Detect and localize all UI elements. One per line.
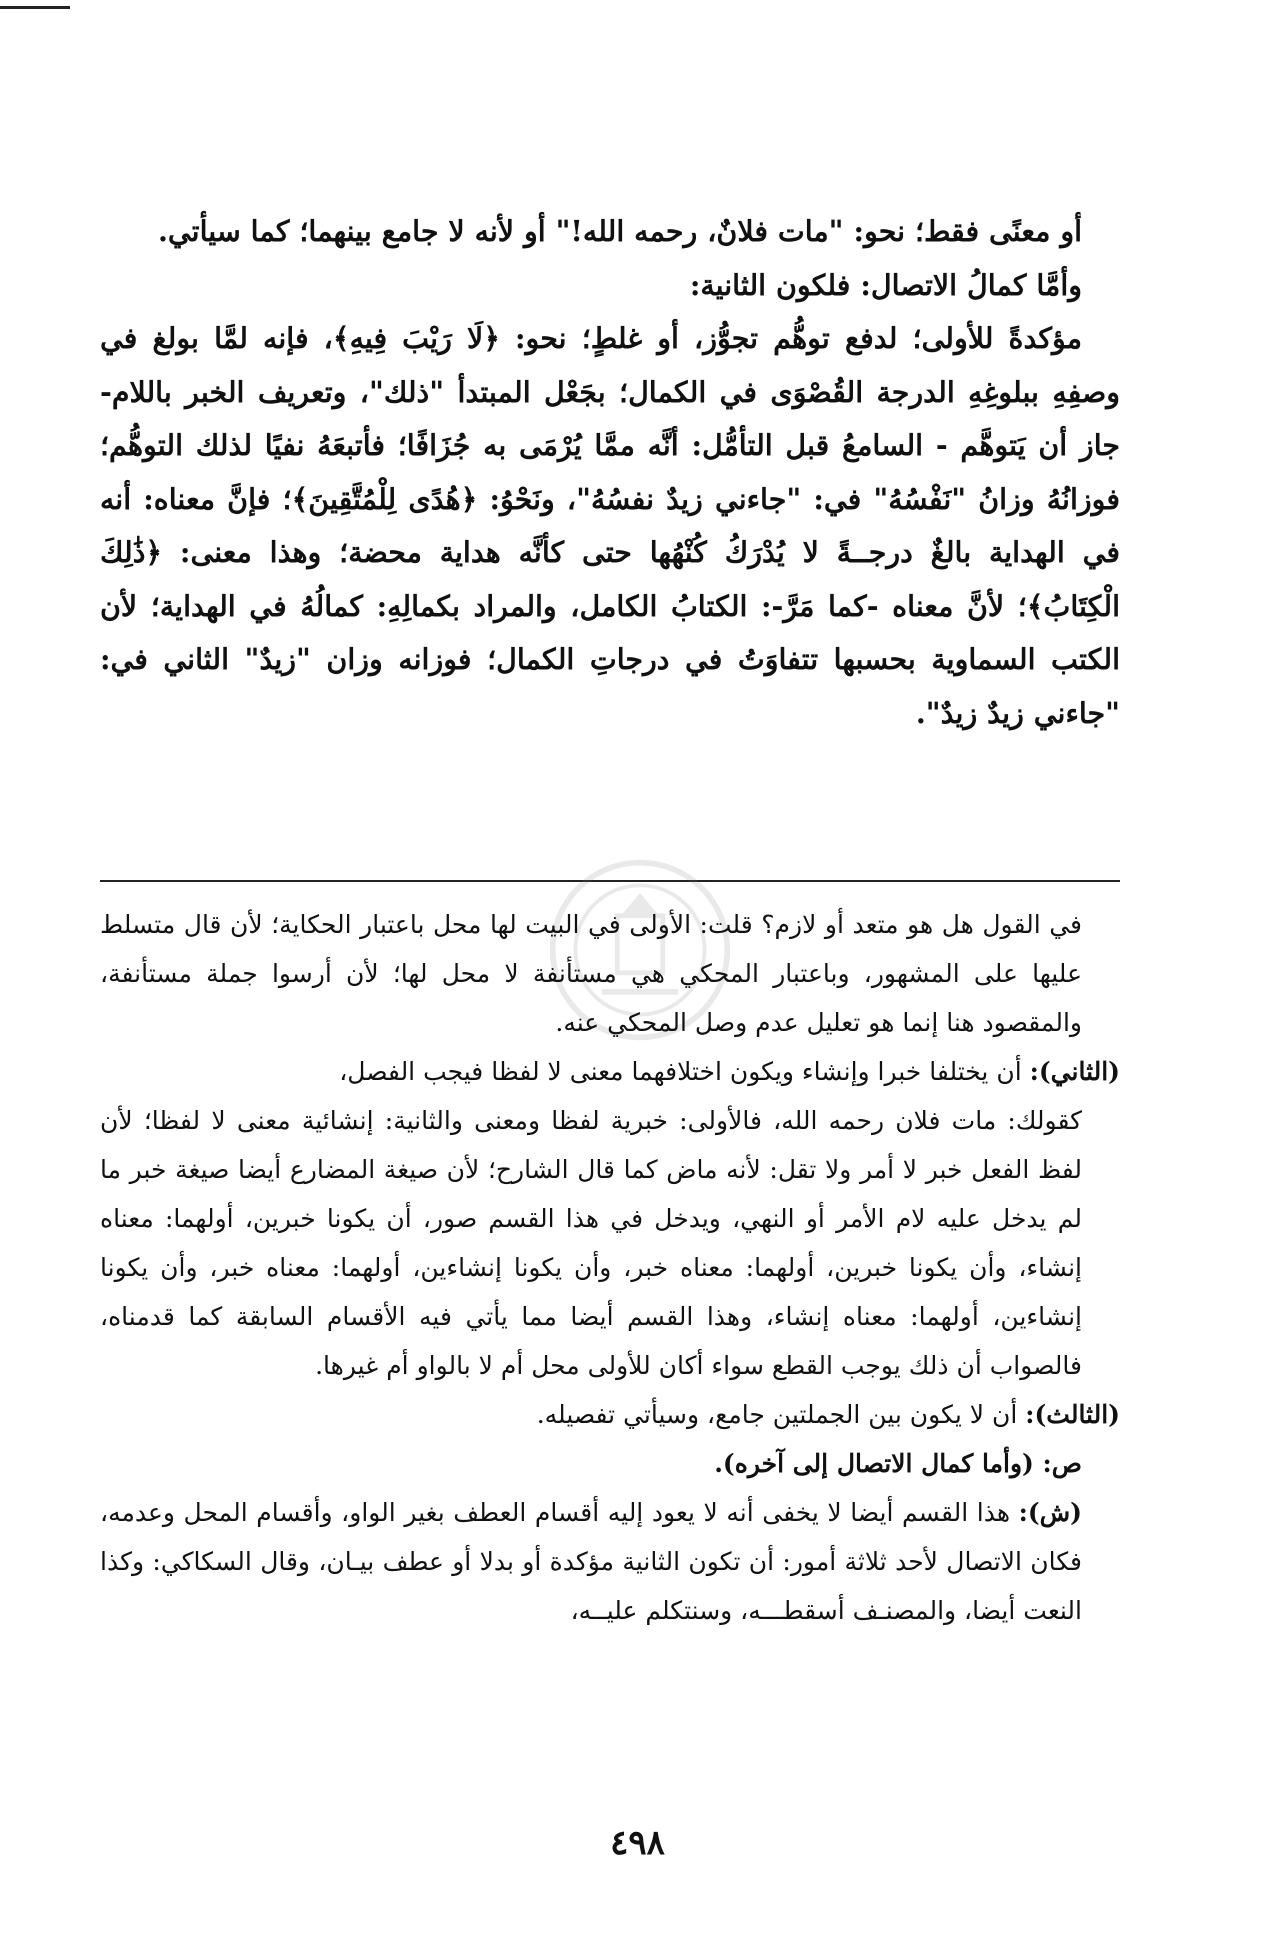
footnote-text-second: أن يختلفا خبرا وإنشاء ويكون اختلافهما معنى لا لفظا فيجب الفصل، (339, 1057, 1030, 1086)
footnote-paragraph-6 (100, 1488, 1120, 1635)
footnote-text-sharh: هذا القسم أيضا لا يخفى أنه لا يعود إليه أقسام العطف بغير الواو، وأقسام المحل وعدمه، فكان الاتصال لأحد ثلاثة أمور: أن تكون الثانية مؤكدة أو بدلا أو عطف بيـان، وقال السكاكي: وكذا النعت أيضا، والمصنـف أسقطـــه، وسنتكلم عليــه، (100, 1498, 1082, 1625)
main-paragraph-3: مؤكدةً للأولى؛ لدفع توهُّم تجوُّز، أو غلطٍ؛ نحو: ﴿لَا رَيْبَ فِيهِ﴾، فإنه لمَّا بولغ في وصفِهِ ببلوغِهِ الدرجة القُصْوَى في الكمال؛ بجَعْل المبتدأ "ذلك"، وتعريف الخبر باللام- جاز أن يَتوهَّم - السامعُ قبل التأمُّل: أنَّه ممَّا يُرْمَى به جُزَافًا؛ فأتبعَهُ نفيًا لذلك التوهُّم؛ فوزانُهُ وزانُ "نَفْسُهُ" في: "جاءني زيدٌ نفسُهُ"، ونَحْوُ: ﴿هُدًى لِلْمُتَّقِينَ﴾؛ فإنَّ معناه: أنه في الهداية بالغٌ درجــةً لا يُدْرَكُ كُنْهُها حتى كأنَّه هداية محضة؛ وهذا معنى: ﴿ذَٰلِكَ الْكِتَابُ﴾؛ لأنَّ معناه -كما مَرَّ-: الكتابُ الكامل، والمراد بكمالِهِ: كمالُهُ في الهداية؛ لأن الكتب السماوية بحسبها تتفاوَتُ في درجاتِ الكمال؛ فوزانه وزان "زيدٌ" الثاني في: "جاءني زيدٌ زيدٌ". (100, 321, 1120, 730)
footnote-label-third: (الثالث): (1025, 1400, 1120, 1429)
footnote-text-third: أن لا يكون بين الجملتين جامع، وسيأتي تفصيله. (536, 1400, 1026, 1429)
footnote-paragraph-1: في القول هل هو متعد أو لازم؟ قلت: الأولى في البيت لها محل باعتبار الحكاية؛ لأن قال متسلط عليها على المشهور، وباعتبار المحكي هي مستأنفة لا محل لها؛ لأن أرسوا جملة مستأنفة، والمقصود هنا إنما هو تعليل عدم وصل المحكي عنه. (100, 910, 1082, 1037)
footnote-label-sharh: (ش): (1018, 1498, 1082, 1527)
main-paragraph-2: وأمَّا كمالُ الاتصال: فلكون الثانية: (689, 267, 1082, 302)
main-paragraph-1: أو معنًى فقط؛ نحو: "مات فلانٌ، رحمه الله!" أو لأنه لا جامع بينهما؛ كما سيأتي. (157, 214, 1082, 248)
footnote-paragraph-3: كقولك: مات فلان رحمه الله، فالأولى: خبرية لفظا ومعنى والثانية: إنشائية معنى لا لفظا؛ لأن لفظ الفعل خبر لا أمر ولا تقل: لأنه ماض كما قال الشارح؛ لأن صيغة المضارع أيضا صيغة خبر ما لم يدخل عليه لام الأمر أو النهي، ويدخل في هذا القسم صور، أن يكونا خبرين، أولهما: معناه إنشاء، وأن يكونا خبرين، أولهما: معناه خبر، وأن يكونا إنشاءين، أولهما: معناه خبر، وأن يكونا إنشاءين، أولهما: معناه إنشاء، وهذا القسم أيضا مما يأتي فيه الأقسام السابقة كما قدمناه، فالصواب أن ذلك يوجب القطع سواء أكان للأولى محل أم لا بالواو أم غيرها. (100, 1106, 1082, 1380)
page-number: ٤٩٨ (610, 1823, 665, 1863)
footnote-paragraph-2 (100, 1047, 1120, 1096)
footnote-label-second: (الثاني): (1029, 1057, 1120, 1086)
main-text-block (100, 205, 1120, 740)
footnote-paragraph-4 (100, 1390, 1120, 1439)
corner-rule (0, 6, 70, 9)
footnote-block (100, 900, 1120, 1635)
footnote-paragraph-5: ص: (وأما كمال الاتصال إلى آخره). (714, 1449, 1082, 1478)
